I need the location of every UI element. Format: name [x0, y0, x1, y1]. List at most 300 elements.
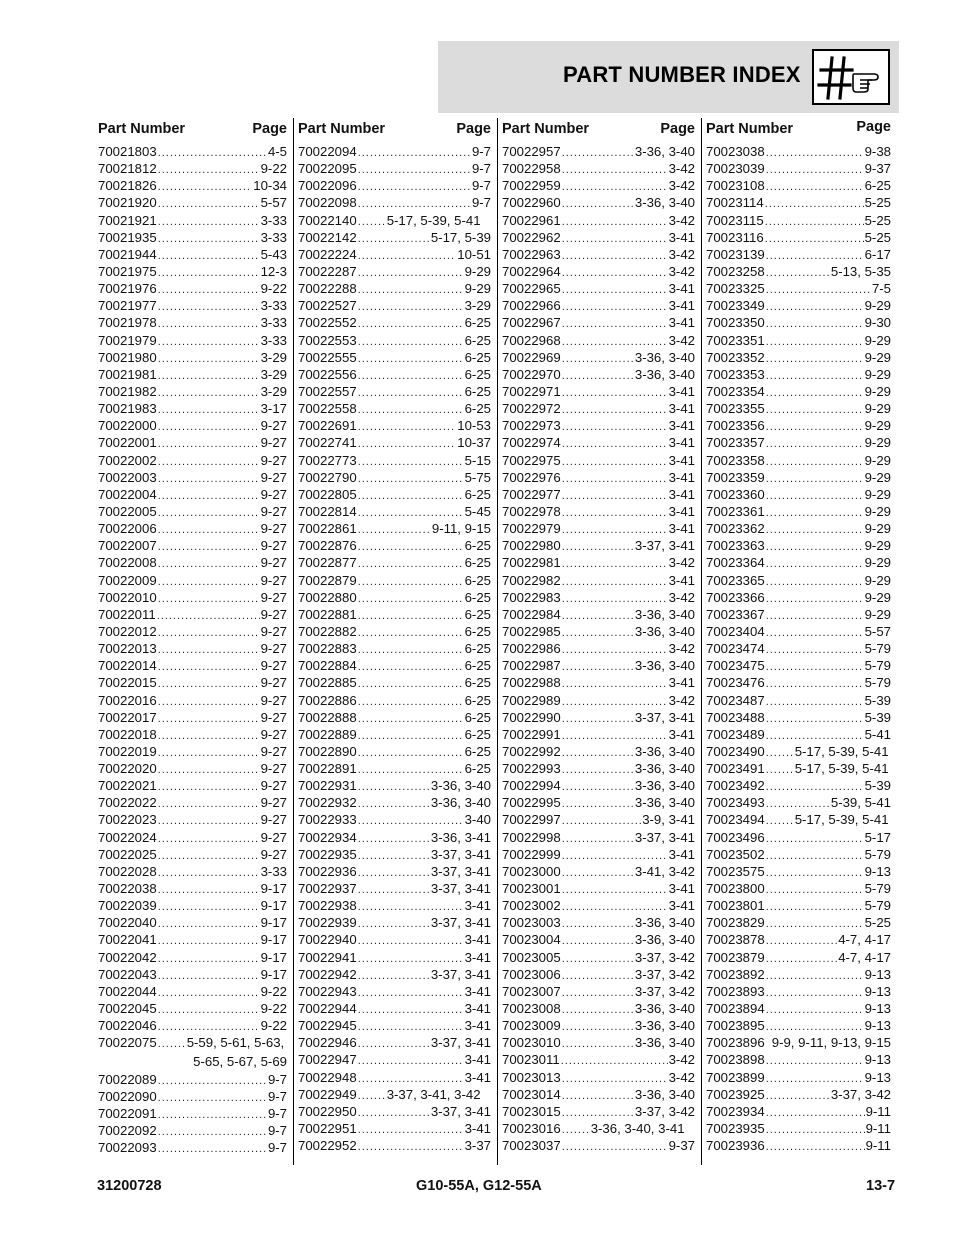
part-number: 70023895: [706, 1018, 765, 1034]
part-number: 70022041: [98, 932, 157, 948]
index-row: [298, 383, 497, 400]
leader-dots: [562, 145, 634, 162]
index-row: [502, 469, 701, 486]
index-row: [706, 417, 897, 434]
part-number: 70022092: [98, 1123, 157, 1139]
page-reference: 6-25: [464, 572, 491, 588]
page-reference: 5-79: [864, 846, 891, 862]
page-reference: 3-37, 3-41: [634, 829, 695, 845]
page-reference: 5-17, 5-39, 5-41: [794, 761, 889, 777]
leader-dots: [562, 351, 634, 368]
part-number: 70023003: [502, 915, 561, 931]
part-number: 70023002: [502, 898, 561, 914]
index-row: [98, 931, 293, 948]
part-number: 70022011: [98, 606, 156, 622]
page-reference: 9-7: [267, 1071, 287, 1087]
index-row: [502, 280, 701, 297]
index-row: [706, 434, 897, 451]
column-header: [298, 118, 497, 143]
index-row: [298, 983, 497, 1000]
part-number: 70022982: [502, 572, 561, 588]
page-reference: 9-29: [864, 521, 891, 537]
index-row: [502, 160, 701, 177]
index-row: [298, 709, 497, 726]
page-reference: 3-41: [464, 1001, 491, 1017]
page-reference: 3-37, 3-41: [430, 881, 491, 897]
index-row: [502, 829, 701, 846]
index-row: [502, 777, 701, 794]
part-number: 70022288: [298, 281, 357, 297]
page-reference: 3-41: [668, 281, 695, 297]
page-reference: 9-7: [471, 161, 491, 177]
part-number: 70022007: [98, 538, 157, 554]
page-reference: 3-36, 3-40: [634, 1001, 695, 1017]
part-number: 70022987: [502, 658, 561, 674]
part-number: 70022886: [298, 692, 357, 708]
leader-dots: [358, 591, 464, 608]
index-row: [298, 452, 497, 469]
leader-dots: [766, 471, 864, 488]
leader-dots: [158, 762, 260, 779]
leader-dots: [158, 505, 260, 522]
page-reference: 9-27: [260, 555, 287, 571]
leader-dots: [562, 745, 634, 762]
leader-dots: [358, 231, 430, 248]
leader-dots: [766, 1122, 865, 1139]
leader-dots: [158, 196, 260, 213]
page-reference: 9-27: [260, 829, 287, 845]
leader-dots: [358, 968, 430, 985]
part-number: 70022012: [98, 623, 157, 639]
leader-dots: [562, 402, 668, 419]
index-row: [706, 811, 897, 828]
page-reference: 3-41: [668, 881, 695, 897]
leader-dots: [766, 402, 864, 419]
part-number: 70023899: [706, 1069, 765, 1085]
page-reference: 3-37, 3-42: [634, 983, 695, 999]
leader-dots: [358, 985, 464, 1002]
leader-dots: [158, 642, 260, 659]
index-row: [298, 246, 497, 263]
index-row: [502, 1120, 701, 1137]
page-reference: 9-29: [864, 383, 891, 399]
part-number: 70022939: [298, 915, 357, 931]
part-number: 70022039: [98, 898, 157, 914]
part-number: 70022021: [98, 778, 157, 794]
page-reference: 3-41: [668, 486, 695, 502]
index-row: [502, 897, 701, 914]
part-number: 70021981: [98, 366, 157, 382]
page-reference: 3-41: [668, 846, 695, 862]
page-reference: 3-29: [260, 349, 287, 365]
leader-dots: [358, 779, 430, 796]
column-header: [706, 118, 897, 143]
index-row: [706, 743, 897, 760]
part-number: 70022976: [502, 469, 561, 485]
page-reference: 9-17: [260, 881, 287, 897]
leader-dots: [358, 316, 464, 333]
part-number: 70022006: [98, 521, 157, 537]
part-number: 70023879: [706, 949, 765, 965]
leader-dots: [358, 831, 430, 848]
part-number: 70022004: [98, 486, 157, 502]
page-reference: 4-5: [267, 144, 287, 159]
leader-dots: [158, 419, 260, 436]
page-reference: 9-7: [471, 178, 491, 194]
index-row: [706, 1137, 897, 1154]
leader-dots: [562, 471, 668, 488]
page-reference: 3-36, 3-40: [634, 366, 695, 382]
page-reference: 3-41: [668, 503, 695, 519]
part-number: 70022008: [98, 555, 157, 571]
page-reference: 3-41: [668, 521, 695, 537]
part-number: 70023108: [706, 178, 765, 194]
index-row: [298, 503, 497, 520]
index-row: [706, 1017, 897, 1034]
part-number: 70022983: [502, 589, 561, 605]
page-reference: 3-37, 3-42: [830, 1086, 891, 1102]
index-row: [98, 503, 293, 520]
index-row: [98, 452, 293, 469]
page-reference: 5-39: [864, 692, 891, 708]
part-number: 70022966: [502, 298, 561, 314]
part-number: 70022881: [298, 606, 357, 622]
part-number: 70023116: [706, 229, 764, 245]
leader-dots: [562, 676, 668, 693]
leader-dots: [358, 1122, 464, 1139]
part-number: 70022978: [502, 503, 561, 519]
page-reference: 3-42: [668, 692, 695, 708]
leader-dots: [158, 162, 260, 179]
part-number: 70022805: [298, 486, 357, 502]
part-number: 70022013: [98, 641, 157, 657]
leader-dots: [358, 248, 457, 265]
leader-dots: [562, 659, 634, 676]
page-reference: 3-41: [668, 383, 695, 399]
page-reference: 3-41: [464, 949, 491, 965]
index-column: [97, 118, 293, 1165]
leader-dots: [766, 745, 794, 762]
part-number: 70023893: [706, 983, 765, 999]
page-reference: 9-7: [471, 195, 491, 211]
leader-dots: [158, 813, 260, 830]
index-row: [298, 520, 497, 537]
index-row: [98, 417, 293, 434]
index-row: [298, 177, 497, 194]
part-number: 70023494: [706, 812, 765, 828]
index-row: [502, 674, 701, 691]
part-number: 70023476: [706, 675, 765, 691]
leader-dots: [562, 1002, 634, 1019]
index-row: [502, 709, 701, 726]
index-row: [706, 520, 897, 537]
leader-dots: [562, 282, 668, 299]
index-row: [98, 177, 293, 194]
page-reference: 9-37: [668, 1138, 695, 1154]
leader-dots: [766, 368, 864, 385]
leader-dots: [158, 831, 260, 848]
page-reference: 9-7: [267, 1140, 287, 1156]
page-number: 13-7: [866, 1178, 896, 1194]
leader-dots: [562, 574, 668, 591]
leader-dots: [158, 1090, 267, 1107]
page-reference: 5-39: [864, 709, 891, 725]
page-reference: 3-33: [260, 212, 287, 228]
leader-dots: [766, 831, 864, 848]
page-reference: 3-37: [464, 1138, 491, 1154]
page-reference: 5-57: [260, 195, 287, 211]
leader-dots: [358, 522, 431, 539]
page-reference: 6-25: [464, 658, 491, 674]
index-row: [502, 1034, 701, 1051]
page-reference: 9-27: [260, 743, 287, 759]
page-reference: 3-9, 3-41: [642, 812, 695, 828]
leader-dots: [562, 316, 668, 333]
column-header: [98, 118, 293, 143]
page-reference: 3-41: [668, 572, 695, 588]
page-reference: 3-41: [668, 726, 695, 742]
part-number: 70023935: [706, 1121, 765, 1137]
leader-dots: [358, 145, 471, 162]
page-title: PART NUMBER INDEX: [563, 62, 801, 87]
part-number: 70022971: [502, 383, 561, 399]
leader-dots: [358, 419, 457, 436]
leader-dots: [358, 299, 464, 316]
page-reference: 9-7: [267, 1105, 287, 1121]
part-number: 70023114: [706, 195, 764, 211]
part-number: 70022994: [502, 778, 561, 794]
leader-dots: [562, 265, 668, 282]
page-reference: 3-42: [668, 178, 695, 194]
page-reference: 9-22: [260, 983, 287, 999]
page-reference: 5-39: [864, 778, 891, 794]
page-reference: 5-59, 5-61, 5-63,: [186, 1035, 285, 1051]
index-row: [706, 863, 897, 880]
index-row: [502, 1137, 701, 1154]
index-row: [98, 486, 293, 503]
leader-dots: [766, 385, 864, 402]
leader-dots: [562, 368, 634, 385]
index-row: [98, 743, 293, 760]
page-reference: 9-29: [864, 332, 891, 348]
leader-dots: [766, 574, 864, 591]
leader-dots: [358, 796, 430, 813]
page-reference: 9-29: [864, 572, 891, 588]
index-row: [298, 194, 497, 211]
part-number: 70022968: [502, 332, 561, 348]
index-row: [298, 572, 497, 589]
page-reference: 3-33: [260, 315, 287, 331]
index-row: [98, 572, 293, 589]
page-reference: 6-25: [864, 178, 891, 194]
index-row: [706, 794, 897, 811]
part-number: 70022942: [298, 966, 357, 982]
part-number: 70022045: [98, 1001, 157, 1017]
index-row: [98, 263, 293, 280]
page-reference: 6-25: [464, 589, 491, 605]
page-header: Page: [856, 119, 891, 135]
page-reference: 9-22: [260, 1018, 287, 1034]
page-reference: 9-27: [260, 761, 287, 777]
part-number: 70022020: [98, 761, 157, 777]
page-reference: 9-27: [260, 692, 287, 708]
part-number: 70023038: [706, 144, 765, 159]
page-reference: 9-22: [260, 281, 287, 297]
leader-dots: [158, 368, 260, 385]
index-row: [98, 726, 293, 743]
page-reference: 3-29: [260, 383, 287, 399]
index-row: [706, 143, 897, 160]
leader-dots: [766, 1002, 864, 1019]
index-row: [502, 417, 701, 434]
part-number: 70022691: [298, 418, 357, 434]
part-number: 70023351: [706, 332, 765, 348]
leader-dots: [158, 1002, 260, 1019]
part-number: 70022888: [298, 709, 357, 725]
part-number: 70023475: [706, 658, 765, 674]
part-number: 70022877: [298, 555, 357, 571]
leader-dots: [765, 196, 864, 213]
part-number: 70022884: [298, 658, 357, 674]
index-row: [502, 949, 701, 966]
leader-dots: [562, 488, 668, 505]
index-row: [98, 777, 293, 794]
page-reference: 9-29: [864, 366, 891, 382]
index-row: [502, 486, 701, 503]
index-row: [98, 914, 293, 931]
part-number: 70022879: [298, 572, 357, 588]
index-row: [502, 572, 701, 589]
page-reference: 5-43: [260, 246, 287, 262]
part-number: 70023357: [706, 435, 765, 451]
page-reference: 3-42: [668, 161, 695, 177]
model-names: G10-55A, G12-55A: [416, 1178, 542, 1194]
part-number: 70022557: [298, 383, 357, 399]
leader-dots: [158, 556, 260, 573]
part-number: 70023492: [706, 778, 765, 794]
part-number: 70023894: [706, 1001, 765, 1017]
leader-dots: [158, 265, 260, 282]
index-column: [293, 118, 497, 1165]
index-row: [706, 1051, 897, 1068]
page-reference: 9-27: [260, 469, 287, 485]
part-number: 70023489: [706, 726, 765, 742]
index-row: [502, 383, 701, 400]
index-row: [298, 777, 497, 794]
part-number: 70022095: [298, 161, 357, 177]
leader-dots: [158, 574, 260, 591]
part-number: 70022089: [98, 1071, 157, 1087]
leader-dots: [766, 179, 864, 196]
page-reference: 3-37, 3-41: [430, 915, 491, 931]
leader-dots: [158, 625, 260, 642]
page-reference: 9-27: [260, 709, 287, 725]
page-reference: 3-41: [464, 983, 491, 999]
index-row: [706, 709, 897, 726]
page-reference: 5-13, 5-35: [830, 263, 891, 279]
index-row: [298, 674, 497, 691]
leader-dots: [562, 796, 634, 813]
index-row: [298, 1051, 497, 1068]
page-reference: 5-17, 5-39, 5-41: [794, 743, 889, 759]
page-reference: 9-29: [464, 263, 491, 279]
part-number: 70022023: [98, 812, 157, 828]
index-row: [98, 1122, 293, 1139]
part-number: 70022933: [298, 812, 357, 828]
part-number: 70022741: [298, 435, 357, 451]
page-reference: 6-25: [464, 623, 491, 639]
leader-dots: [766, 419, 864, 436]
leader-dots: [158, 711, 260, 728]
leader-dots: [562, 813, 642, 830]
index-row: [98, 469, 293, 486]
part-number: 70022017: [98, 709, 157, 725]
index-row: [98, 983, 293, 1000]
part-number: 70022016: [98, 692, 157, 708]
index-row: [706, 846, 897, 863]
leader-dots: [358, 1105, 430, 1122]
page-reference: 9-29: [864, 606, 891, 622]
part-number: 70023362: [706, 521, 765, 537]
leader-dots: [562, 299, 668, 316]
page-reference: 9-29: [864, 452, 891, 468]
part-number: 70023502: [706, 846, 765, 862]
leader-dots: [358, 916, 430, 933]
part-number: 70022948: [298, 1069, 357, 1085]
page-reference: 9-29: [864, 435, 891, 451]
index-row: [298, 743, 497, 760]
index-row: [706, 486, 897, 503]
part-number: 70021982: [98, 383, 157, 399]
part-number: 70023016: [502, 1121, 561, 1137]
index-row: [706, 554, 897, 571]
part-number: 70022883: [298, 641, 357, 657]
index-row: [502, 349, 701, 366]
leader-dots: [158, 796, 260, 813]
part-number: 70022980: [502, 538, 561, 554]
index-row: [502, 640, 701, 657]
leader-dots: [766, 454, 864, 471]
part-number: 70023359: [706, 469, 765, 485]
leader-dots: [562, 985, 634, 1002]
index-row: [298, 657, 497, 674]
part-number: 70023350: [706, 315, 765, 331]
index-row: [98, 606, 293, 623]
index-row: [298, 1000, 497, 1017]
index-row: [98, 366, 293, 383]
index-row: [98, 760, 293, 777]
page-reference: 3-37, 3-42: [634, 1103, 695, 1119]
part-number: 70022018: [98, 726, 157, 742]
leader-dots: [158, 1141, 267, 1158]
leader-dots: [766, 334, 864, 351]
part-number: 70022984: [502, 606, 561, 622]
page-reference: 6-25: [464, 401, 491, 417]
index-row: [98, 1000, 293, 1017]
page-reference: 9-27: [260, 503, 287, 519]
page-reference: 3-33: [260, 298, 287, 314]
index-row: [502, 863, 701, 880]
hash-pointing-hand-icon: [812, 49, 890, 105]
index-column: [701, 118, 897, 1165]
leader-dots: [766, 539, 864, 556]
page-reference: 9-13: [864, 966, 891, 982]
index-row: [706, 623, 897, 640]
leader-dots: [358, 488, 464, 505]
page-reference: 5-17, 5-39, 5-41: [794, 812, 889, 828]
page-reference: 3-41: [464, 932, 491, 948]
part-number: 70023356: [706, 418, 765, 434]
